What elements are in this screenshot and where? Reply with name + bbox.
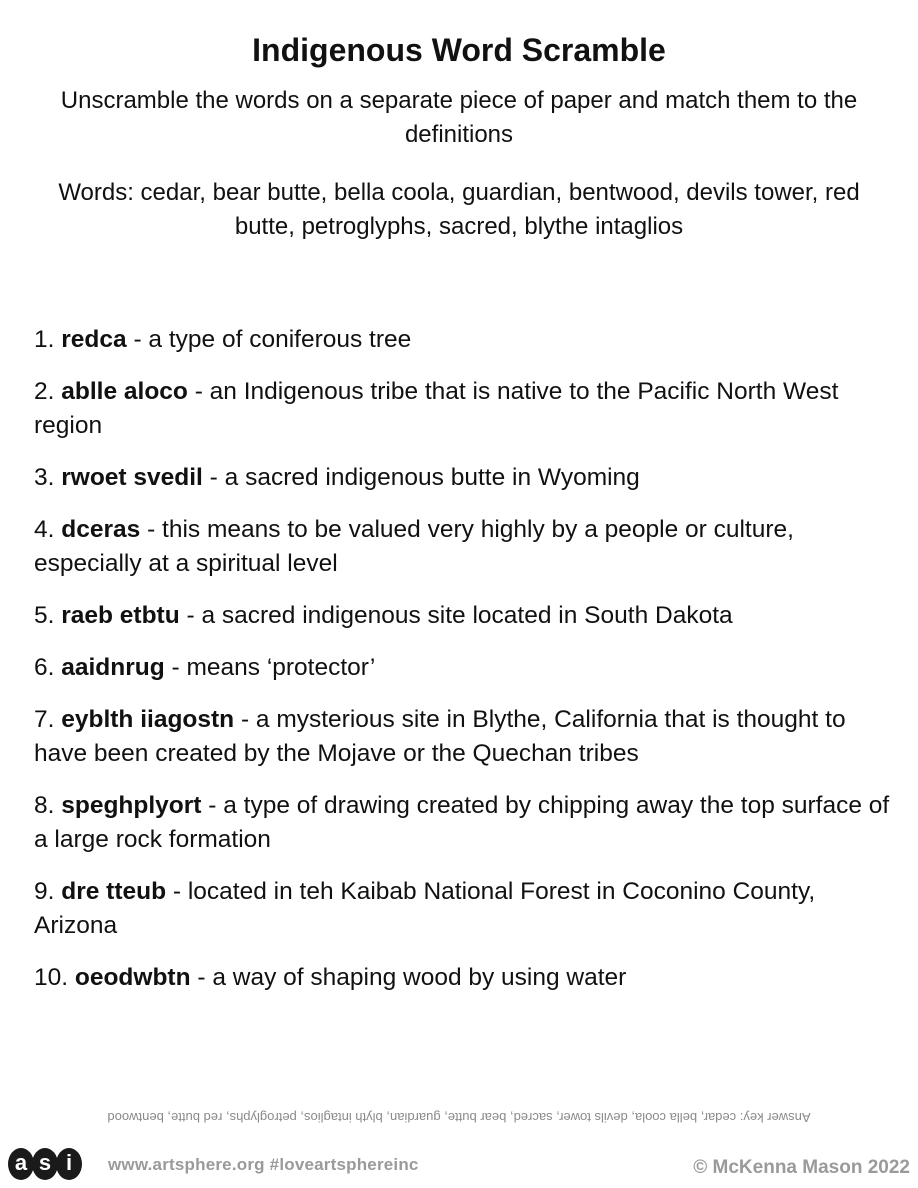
footer	[8, 1148, 910, 1184]
scrambled-word: raeb etbtu	[61, 602, 180, 629]
scrambled-word: dceras	[61, 516, 141, 543]
logo-letter: i	[56, 1148, 82, 1180]
scrambled-word: aaidnrug	[61, 654, 165, 681]
definition: - means ‘protector’	[164, 654, 376, 681]
definition: - a type of coniferous tree	[126, 326, 412, 353]
question-number: 5.	[34, 602, 55, 629]
question-number: 4.	[34, 516, 55, 543]
logo-letter: a	[8, 1148, 34, 1180]
scrambled-word: redca	[61, 326, 127, 353]
question-item	[34, 599, 894, 633]
definition: - a sacred indigenous site located in South Dakota	[179, 602, 733, 629]
question-item	[34, 961, 894, 995]
question-number: 8.	[34, 792, 55, 819]
question-number: 9.	[34, 878, 55, 905]
question-item	[34, 461, 894, 495]
question-list	[34, 323, 894, 1013]
question-item	[34, 875, 894, 943]
definition: - a mysterious site in Blythe, California that is thought to have been created by the Mojave or the Quechan tribes	[34, 706, 846, 767]
definition: - a type of drawing created by chipping away the top surface of a large rock formation	[34, 792, 890, 853]
scrambled-word: ablle aloco	[61, 378, 188, 405]
instructions: Unscramble the words on a separate piece of paper and match them to the definitions	[60, 87, 858, 148]
question-number: 1.	[34, 326, 55, 353]
scrambled-word: rwoet svedil	[61, 464, 203, 491]
scrambled-word: dre tteub	[61, 878, 167, 905]
question-item	[34, 513, 894, 581]
question-number: 2.	[34, 378, 55, 405]
question-item	[34, 375, 894, 443]
word-bank: Words: cedar, bear butte, bella coola, guardian, bentwood, devils tower, red butte, petroglyphs, sacred, blythe intaglios	[58, 179, 860, 240]
definition: - located in teh Kaibab National Forest in Coconino County, Arizona	[34, 878, 816, 939]
question-item	[34, 323, 894, 357]
question-item	[34, 789, 894, 857]
page-title: Indigenous Word Scramble	[252, 32, 666, 68]
question-number: 6.	[34, 654, 55, 681]
copyright: © McKenna Mason 2022	[693, 1157, 910, 1178]
logo-letter: s	[32, 1148, 58, 1180]
definition: - a sacred indigenous butte in Wyoming	[202, 464, 640, 491]
question-number: 10.	[34, 964, 69, 991]
scrambled-word: oeodwbtn	[74, 964, 191, 991]
question-number: 7.	[34, 706, 55, 733]
definition: - an Indigenous tribe that is native to the Pacific North West region	[34, 378, 839, 439]
scrambled-word: speghplyort	[61, 792, 202, 819]
scrambled-word: eyblth iiagostn	[61, 706, 235, 733]
artsphere-logo-icon	[8, 1148, 80, 1182]
site-url: www.artsphere.org #loveartsphereinc	[108, 1155, 419, 1174]
definition: - a way of shaping wood by using water	[190, 964, 627, 991]
question-item	[34, 703, 894, 771]
question-item	[34, 651, 894, 685]
answer-key-upside-down: Answer key: cedar, bella coola, devils tower, sacred, bear butte, guardian, blyth intaglios, petroglyphs, red butte, bentwood	[107, 1110, 811, 1125]
definition: - this means to be valued very highly by a people or culture, especially at a spiritual level	[34, 516, 794, 577]
question-number: 3.	[34, 464, 55, 491]
